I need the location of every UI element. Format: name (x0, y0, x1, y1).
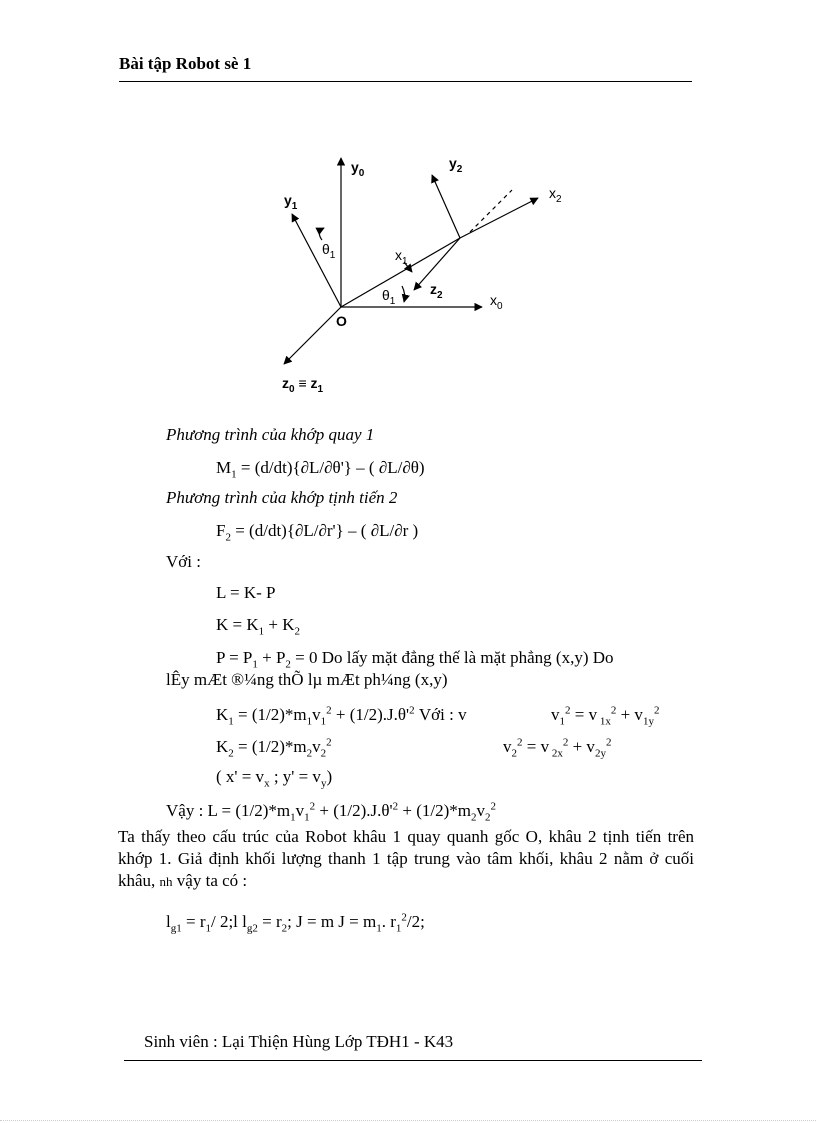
page-header-title: Bài tập Robot sè 1 (119, 54, 252, 73)
garbled-text-line: lÊy mÆt ®¼ng thÕ lµ mÆt ph¼ng (x,y) (166, 670, 448, 689)
z2-axis (414, 238, 460, 290)
v2-squared-formula: $v_2^2 = v$ $_{2x}^2 + v_{2y}^2$ (503, 736, 612, 760)
footer-rule (124, 1060, 702, 1061)
label-y2: $y_2$ (449, 155, 463, 175)
kinetic-energy-definition: $K = K_1 + K_2$ (216, 615, 301, 638)
lagrangian-result: Vậy : $L = (1/2)*m_1v_1^2 + (1/2).J.\theta'^2 + (1/2)*m_2v_2^2$ (166, 800, 496, 824)
eq2-title: Phương trình của khớp tịnh tiến 2 (166, 488, 398, 507)
label-x2: $x_2$ (549, 185, 562, 205)
k2-formula: $K_2 = (1/2)*m_2v_2^2$ (216, 736, 332, 760)
x2-axis (460, 198, 538, 238)
label-y0: $y_0$ (351, 159, 365, 179)
with-label: Với : (166, 552, 201, 571)
dashed-extension (470, 190, 512, 232)
label-z0z1: $z_0 \equiv z_1$ (282, 375, 324, 395)
label-origin: O (336, 313, 347, 329)
theta-mid-arc (402, 286, 405, 302)
lagrangian-definition: L = K- P (216, 583, 276, 602)
label-theta-mid: $\theta_1$ (382, 287, 396, 307)
label-y1: $y_1$ (284, 192, 298, 212)
label-x1: $x_1$ (395, 247, 408, 267)
eq1-title: Phương trình của khớp quay 1 (166, 425, 375, 444)
mass-center-formulas: $l_{g1} = r_1/$ 2;l $l_{g2} = r_2$; J = m $J = m_1$. $r_1^2/2$; (166, 911, 425, 935)
page-footer: Sinh viên : Lại Thiện Hùng Lớp TĐH1 - K43 (144, 1032, 454, 1051)
v1-squared-formula: $v_1^2 = v$ $_{1x}^2 + v_{1y}^2$ (551, 704, 660, 728)
eq2-formula: $F_2 = (d/dt)\{\partial L/\partial r'\}$ – ( ∂L/∂r ) (216, 521, 419, 544)
k1-formula: $K_1 = (1/2)*m_1v_1^2 + (1/2).J.\theta'^2$ Với : v (216, 704, 467, 728)
y2-axis (432, 175, 460, 238)
page-bottom-border (0, 1120, 816, 1121)
theta-top-arc (319, 228, 324, 240)
label-x0: $x_0$ (490, 292, 503, 312)
robot-frame-diagram (0, 0, 816, 420)
potential-energy-definition: $P = P_1 + P_2 = 0$ Do lấy mặt đẳng thế là mặt phẳng (x,y) Do (216, 648, 614, 671)
eq1-formula: $M_1 = (d/dt)\{\partial L/\partial\theta'\}$ – ( ∂L/∂θ) (216, 458, 425, 481)
body-paragraph: Ta thấy theo cấu trúc của Robot khâu 1 quay quanh gốc O, khâu 2 tịnh tiến trên khớp 1. Giả định khối lượng thanh 1 tập trung vào tâm khối, khâu 2 nằm ở cuối khâu, nh vậy ta có : (118, 827, 694, 890)
velocity-definition: ( $x' = v_x$ ; $y' = v_y$) (216, 767, 333, 790)
label-theta-top: $\theta_1$ (322, 241, 336, 261)
z0z1-axis (284, 307, 341, 364)
label-z2: $z_2$ (430, 281, 443, 301)
